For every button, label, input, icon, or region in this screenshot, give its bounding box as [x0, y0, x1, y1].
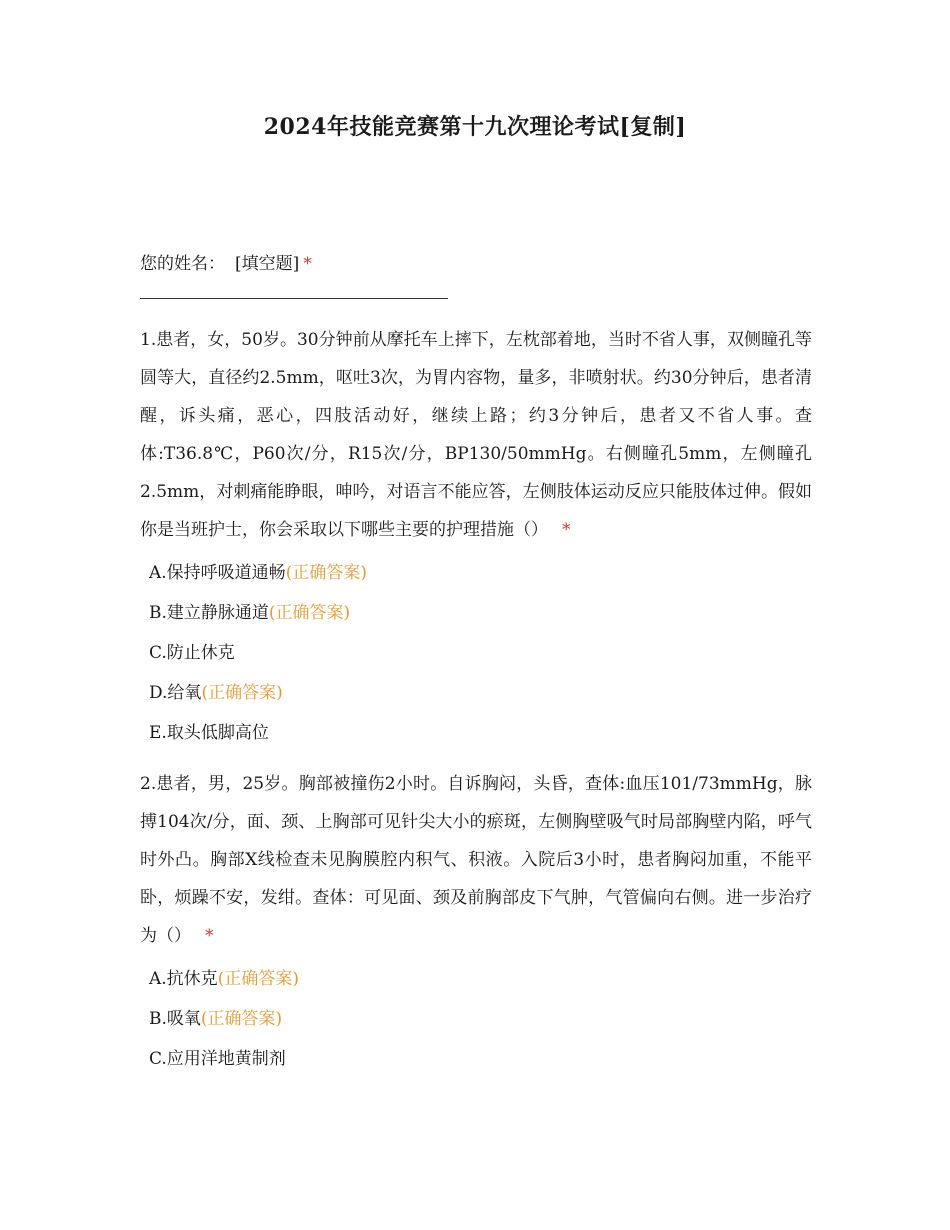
required-mark: *	[303, 254, 312, 274]
question-1	[140, 321, 812, 549]
required-mark: *	[562, 520, 571, 540]
option-q1-e[interactable]	[140, 713, 812, 753]
option-q2-c[interactable]	[140, 1039, 812, 1079]
required-mark: *	[205, 926, 214, 946]
option-q2-b[interactable]	[140, 999, 812, 1039]
question-type-tag: [填空题]	[235, 254, 300, 274]
option-q1-b[interactable]	[140, 593, 812, 633]
correct-answer-tag: (正确答案)	[201, 683, 283, 703]
option-q1-a[interactable]	[140, 553, 812, 593]
option-q2-a[interactable]	[140, 959, 812, 999]
question-2-text: 2.患者，男，25岁。胸部被撞伤2小时。自诉胸闷，头昏，查体:血压101/73mmHg，脉搏104次/分，面、颈、上胸部可见针尖大小的瘀斑，左侧胸壁吸气时局部胸壁内陷，呼气时外凸。胸部X线检查未见胸膜腔内积气、积液。入院后3小时，患者胸闷加重，不能平卧，烦躁不安，发绀。查体：可见面、颈及前胸部皮下气肿，气管偏向右侧。进一步治疗为（）	[140, 774, 812, 946]
option-label: B.吸氧	[149, 1009, 201, 1029]
option-q1-c[interactable]	[140, 633, 812, 673]
option-label: C.应用洋地黄制剂	[149, 1049, 286, 1069]
name-answer-line[interactable]	[140, 298, 448, 299]
question-2	[140, 765, 812, 955]
name-label: 您的姓名：	[140, 254, 225, 274]
question-1-text: 1.患者，女，50岁。30分钟前从摩托车上摔下，左枕部着地，当时不省人事，双侧瞳孔等圆等大，直径约2.5mm，呕吐3次，为胃内容物，量多，非喷射状。约30分钟后，患者清醒，诉头痛，恶心，四肢活动好，继续上路；约3分钟后，患者又不省人事。查体:T36.8℃，P60次/分，R15次/分，BP130/50mmHg。右侧瞳孔5mm，左侧瞳孔2.5mm，对刺痛能睁眼，呻吟，对语言不能应答，左侧肢体运动反应只能肢体过伸。假如你是当班护士，你会采取以下哪些主要的护理措施（）	[140, 330, 812, 540]
question-1-options	[140, 553, 812, 753]
correct-answer-tag: (正确答案)	[285, 563, 367, 583]
correct-answer-tag: (正确答案)	[200, 1009, 283, 1029]
option-label: C.防止休克	[149, 643, 235, 663]
option-label: E.取头低脚高位	[149, 723, 269, 743]
correct-answer-tag: (正确答案)	[268, 603, 351, 623]
page-title: 2024年技能竞赛第十九次理论考试[复制]	[263, 114, 687, 140]
survey-content	[140, 250, 812, 1079]
option-label: A.保持呼吸道通畅	[149, 563, 286, 583]
correct-answer-tag: (正确答案)	[217, 969, 299, 989]
option-label: B.建立静脉通道	[149, 603, 269, 623]
question-2-options	[140, 959, 812, 1079]
option-label: D.给氧	[149, 683, 202, 703]
option-label: A.抗休克	[149, 969, 218, 989]
name-question	[140, 250, 812, 278]
option-q1-d[interactable]	[140, 673, 812, 713]
